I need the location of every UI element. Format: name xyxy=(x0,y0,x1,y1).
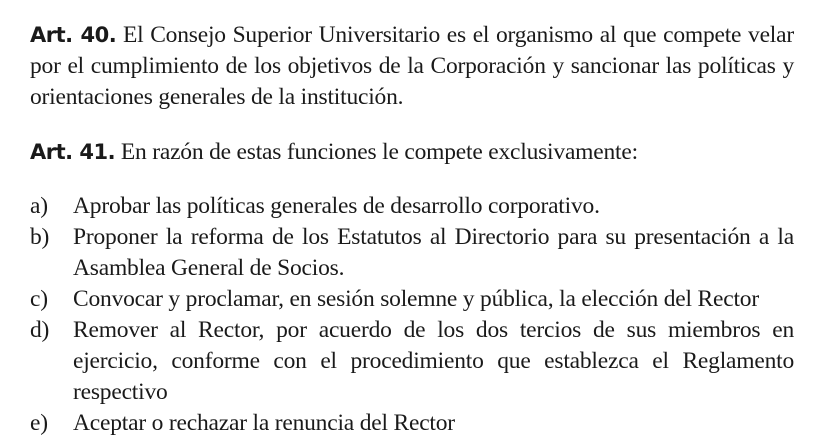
article-41-function-list xyxy=(30,191,794,439)
list-item-text: Proponer la reforma de los Estatutos al Directorio para su presentación a la Asamblea General de Socios. xyxy=(73,224,794,281)
article-40-label: Art. 40. xyxy=(30,23,117,47)
list-marker: e) xyxy=(30,410,48,436)
list-item-a xyxy=(30,191,794,222)
article-40-text: El Consejo Superior Universitario es el organismo al que compete velar por el cumplimiento de los objetivos de la Corporación y sancionar las políticas y orientaciones generales de la institución. xyxy=(30,22,794,110)
list-marker: a) xyxy=(30,193,48,219)
list-item-text: Aceptar o rechazar la renuncia del Rector xyxy=(73,410,455,436)
list-item-d xyxy=(30,315,794,408)
list-item-text: Aprobar las políticas generales de desarrollo corporativo. xyxy=(73,193,600,219)
list-marker: b) xyxy=(30,224,50,250)
list-marker: c) xyxy=(30,286,48,312)
list-item-b xyxy=(30,222,794,284)
document-page xyxy=(30,20,794,439)
article-41-paragraph xyxy=(30,137,794,168)
article-41-text: En razón de estas funciones le compete exclusivamente: xyxy=(120,139,638,165)
article-40-paragraph xyxy=(30,20,794,113)
list-item-e xyxy=(30,408,794,439)
list-item-c xyxy=(30,284,794,315)
list-item-text: Convocar y proclamar, en sesión solemne y pública, la elección del Rector xyxy=(73,286,759,312)
article-41-label: Art. 41. xyxy=(30,140,116,164)
list-item-text: Remover al Rector, por acuerdo de los dos tercios de sus miembros en ejercicio, conforme con el procedimiento que establezca el Reglamento respectivo xyxy=(73,317,794,405)
list-marker: d) xyxy=(30,317,50,343)
